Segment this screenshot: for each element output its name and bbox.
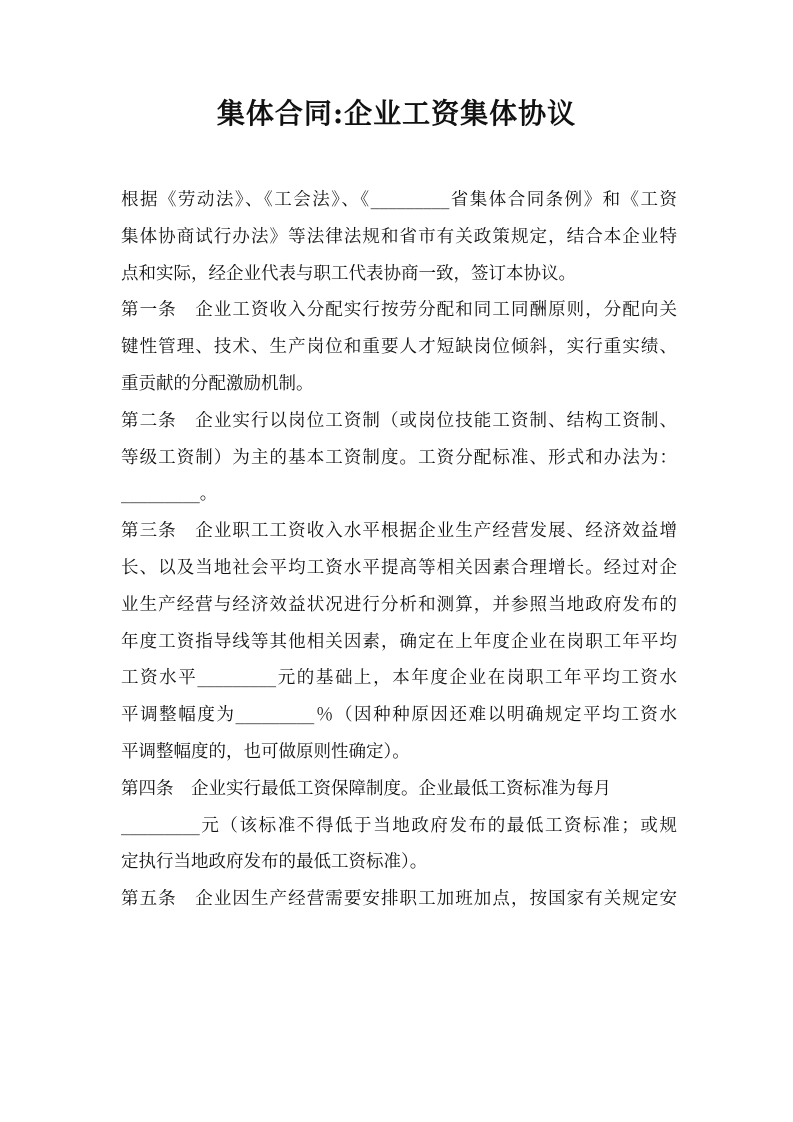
text-line: 平调整幅度为_________％（因种种原因还难以明确规定平均工资水 xyxy=(121,705,677,726)
document-body xyxy=(121,182,677,918)
article-2-line: 第二条 企业实行以岗位工资制（或岗位技能工资制、结构工资制、 xyxy=(121,410,677,431)
article-1-line: 第一条 企业工资收入分配实行按劳分配和同工同酬原则，分配向关 xyxy=(121,300,677,321)
text-line: 年度工资指导线等其他相关因素，确定在上年度企业在岗职工年平均 xyxy=(121,631,677,652)
document-title: 集体合同:企业工资集体协议 xyxy=(216,97,577,130)
text-line: 等级工资制）为主的基本工资制度。工资分配标准、形式和办法为： xyxy=(121,447,677,468)
article-3-line: 第三条 企业职工工资收入水平根据企业生产经营发展、经济效益增 xyxy=(121,521,677,542)
text-line: 平调整幅度的，也可做原则性确定）。 xyxy=(121,741,410,762)
text-line: 业生产经营与经济效益状况进行分析和测算，并参照当地政府发布的 xyxy=(121,594,677,615)
text-line: 长、以及当地社会平均工资水平提高等相关因素合理增长。经过对企 xyxy=(121,557,677,578)
text-line: 键性管理、技术、生产岗位和重要人才短缺岗位倾斜，实行重实绩、 xyxy=(121,337,677,358)
text-line: 工资水平_________元的基础上，本年度企业在岗职工年平均工资水 xyxy=(121,668,677,689)
text-line: _________元（该标准不得低于当地政府发布的最低工资标准；或规 xyxy=(121,815,677,836)
text-line: 根据《劳动法》、《工会法》、《_________省集体合同条例》和《工资 xyxy=(121,190,677,210)
text-line: 定执行当地政府发布的最低工资标准）。 xyxy=(121,852,428,873)
text-line: 集体协商试行办法》等法律法规和省市有关政策规定，结合本企业特 xyxy=(121,226,677,247)
text-line: 点和实际，经企业代表与职工代表协商一致，签订本协议。 xyxy=(121,263,576,284)
text-line: _________。 xyxy=(121,484,218,505)
text-line: 重贡献的分配激励机制。 xyxy=(121,373,314,394)
article-5-line: 第五条 企业因生产经营需要安排职工加班加点，按国家有关规定安 xyxy=(121,889,677,910)
article-4-line: 第四条 企业实行最低工资保障制度。企业最低工资标准为每月 xyxy=(121,778,611,799)
